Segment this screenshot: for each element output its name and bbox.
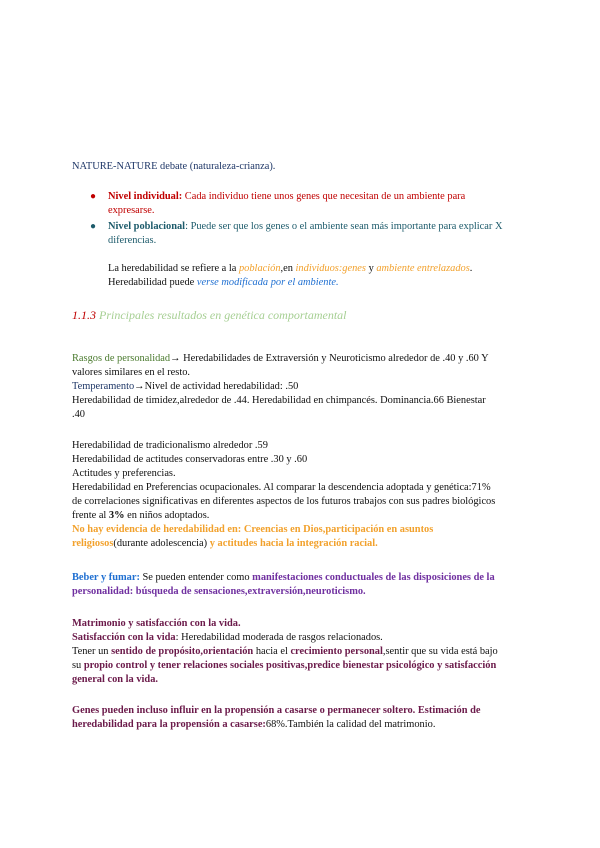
percent-value: 68%. (265, 719, 288, 730)
section-title: Principales resultados en genética comportamental (99, 308, 347, 322)
marriage-heading: Matrimonio y satisfacción con la vida. (72, 618, 241, 629)
results-text: Heredabilidad en Preferencias ocupacionales. Al comparar la descendencia adoptada y genética:71% (72, 482, 491, 493)
note-text: ,en (280, 263, 296, 274)
note-modified: verse modificada por el ambiente. (196, 277, 339, 288)
wellbeing-text: propio control y tener relaciones sociales positivas,predice bienestar psicológico y satisfacción (83, 660, 497, 671)
marriage-text: Tener un (72, 646, 112, 657)
results-text: (durante adolescencia) (113, 538, 208, 549)
drinking-manifestations: personalidad: búsqueda de sensaciones,extraversión,neuroticismo. (72, 586, 366, 597)
marriage-text: : Heredabilidad moderada de rasgos relacionados. (175, 632, 383, 643)
results-paragraph-1 (72, 352, 532, 422)
genes-text: heredabilidad para la propensión a casarse: (72, 719, 266, 730)
percent-value: 3% (108, 510, 125, 521)
no-evidence-text: religiosos (72, 538, 114, 549)
heredability-note (108, 262, 568, 290)
results-paragraph-2 (72, 439, 532, 551)
wellbeing-text: general con la vida. (72, 674, 159, 685)
results-text: →Nivel de actividad heredabilidad: .50 (134, 381, 299, 392)
marriage-paragraph (72, 617, 532, 687)
note-text: . (469, 263, 473, 274)
note-individuals: individuos:genes (295, 263, 366, 274)
bullet-title: Nivel poblacional (108, 221, 186, 232)
purpose-text: sentido de propósito,orientación (111, 646, 254, 657)
results-text: valores similares en el resto. (72, 367, 191, 378)
bullet-dot-icon: ● (90, 221, 97, 232)
personality-traits-label: Rasgos de personalidad (72, 353, 171, 364)
bullet-text: diferencias. (108, 235, 157, 246)
bullet-dot-icon: ● (90, 191, 97, 202)
no-evidence-text: y actitudes hacia la integración racial. (207, 538, 378, 549)
results-text: frente al (72, 510, 109, 521)
results-text: Heredabilidad de actitudes conservadoras entre .30 y .60 (72, 454, 308, 465)
bullet-text: Cada individuo tiene unos genes que necesitan de un ambiente para (182, 191, 466, 202)
intro-line (72, 160, 532, 174)
list-item (72, 190, 542, 218)
note-text: y (365, 263, 377, 274)
marriage-text: ,sentir que su vida está bajo (382, 646, 498, 657)
bullet-text: expresarse. (108, 205, 155, 216)
bullet-text: : Puede ser que los genes o el ambiente sean más importante para explicar X (185, 221, 503, 232)
bullet-title: Nivel individual: (108, 191, 183, 202)
results-text: Actitudes y preferencias. (72, 468, 176, 479)
section-heading (72, 307, 532, 323)
growth-text: crecimiento personal (290, 646, 383, 657)
results-text: en niños adoptados. (124, 510, 210, 521)
drinking-text: Se pueden entender como (139, 572, 253, 583)
temperament-label: Temperamento (72, 381, 135, 392)
genes-paragraph (72, 704, 532, 732)
results-text: .40 (72, 409, 85, 420)
drinking-label: Beber y fumar: (72, 572, 140, 583)
life-satisfaction-label: Satisfacción con la vida (72, 632, 176, 643)
results-text: Heredabilidad de timidez,alrededor de .44. Heredabilidad en chimpancés. Dominancia.66 Bienestar (72, 395, 486, 406)
note-text: La heredabilidad se refiere a la (108, 263, 239, 274)
results-text: Heredabilidad de tradicionalismo alrededor .59 (72, 440, 268, 451)
drinking-manifestations: manifestaciones conductuales de las disposiciones de la (252, 572, 495, 583)
list-item (72, 220, 542, 248)
note-population: población (238, 263, 281, 274)
drinking-paragraph (72, 571, 542, 599)
genes-text: Genes pueden incluso influir en la propensión a casarse o permanecer soltero. Estimación de (72, 705, 481, 716)
marriage-text: su (72, 660, 84, 671)
no-evidence-text: No hay evidencia de heredabilidad en: Creencias en Dios,participación en asuntos (72, 524, 434, 535)
section-number: 1.1.3 (72, 308, 96, 322)
results-text: → Heredabilidades de Extraversión y Neuroticismo alrededor de .40 y .60 Y (170, 353, 489, 364)
marriage-text: hacia el (253, 646, 291, 657)
levels-list (72, 190, 542, 248)
note-text: Heredabilidad puede (108, 277, 197, 288)
genes-text: También la calidad del matrimonio. (287, 719, 436, 730)
note-environment: ambiente entrelazados (376, 263, 470, 274)
results-text: de correlaciones significativas en diferentes aspectos de los futuros trabajos con sus padres biológicos (72, 496, 496, 507)
intro-text: NATURE-NATURE debate (naturaleza-crianza). (72, 161, 276, 172)
